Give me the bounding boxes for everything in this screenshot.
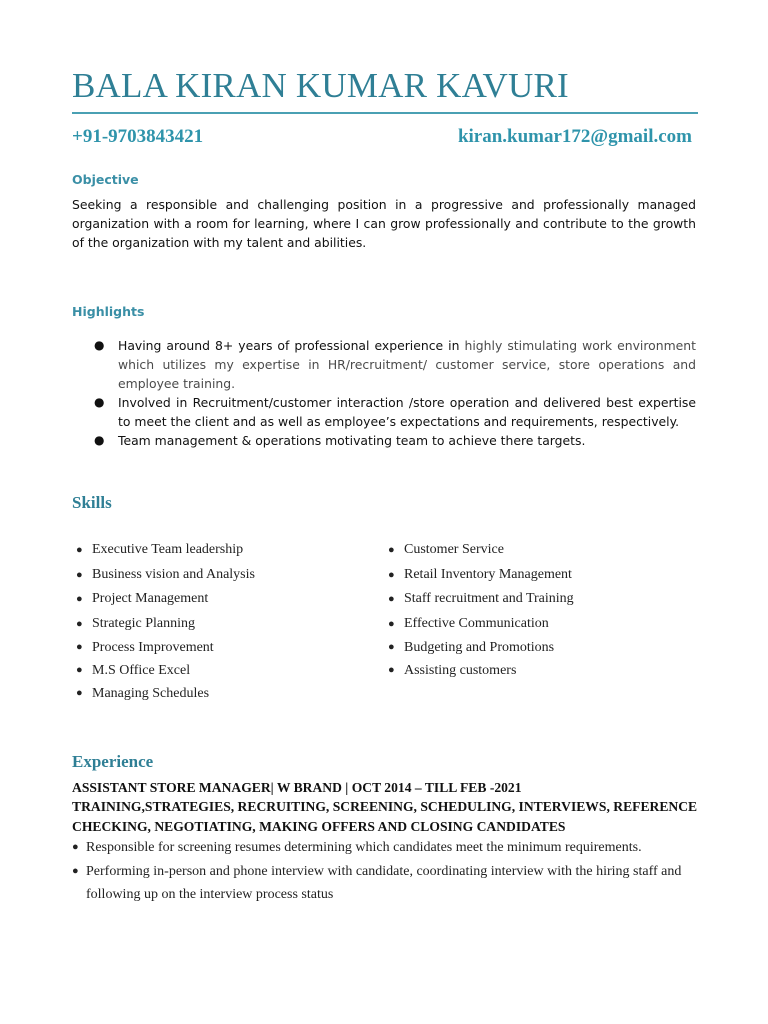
bullet-icon: ●: [388, 568, 395, 581]
skill-item: ● Effective Communication: [384, 612, 704, 637]
experience-bullets: [72, 836, 702, 907]
job-duties: TRAINING,STRATEGIES, RECRUITING, SCREENING, SCHEDULING, INTERVIEWS, REFERENCE CHECKING, NEGOTIATING, MAKING OFFERS AND CLOSING CANDIDATES: [72, 799, 698, 834]
highlight-lead: Having around 8+ years of professional experience in: [118, 338, 465, 353]
bullet-icon: ●: [76, 544, 83, 556]
bullet-icon: ●: [388, 617, 395, 630]
highlights-list: [72, 336, 696, 450]
skills-list-right: [384, 538, 704, 682]
skill-item: ● Assisting customers: [384, 659, 704, 682]
highlight-item: [72, 336, 696, 393]
skill-item: ● Customer Service: [384, 538, 704, 563]
bullet-icon: ●: [388, 544, 395, 556]
candidate-name: BALA KIRAN KUMAR KAVURI: [72, 66, 569, 105]
bullet-icon: ●: [94, 338, 105, 352]
skill-item: ● Business vision and Analysis: [72, 563, 372, 588]
skill-item: ● Strategic Planning: [72, 612, 372, 637]
bullet-icon: ●: [72, 864, 79, 877]
bullet-icon: ●: [76, 641, 83, 654]
bullet-icon: ●: [76, 593, 83, 606]
experience-item: ● Responsible for screening resumes determining which candidates meet the minimum requirements.: [72, 836, 702, 860]
highlight-item: [72, 431, 696, 450]
skill-item: ● M.S Office Excel: [72, 659, 372, 682]
bullet-icon: ●: [76, 664, 83, 677]
skill-item: ● Retail Inventory Management: [384, 563, 704, 588]
highlight-lead: Team management & operations motivating team to achieve there targets.: [118, 433, 586, 448]
bullet-icon: ●: [76, 568, 83, 581]
experience-item: ● Performing in-person and phone interview with candidate, coordinating interview with the hiring staff and following up on the interview process status: [72, 860, 702, 907]
skill-item: ● Executive Team leadership: [72, 538, 372, 563]
bullet-icon: ●: [72, 841, 79, 853]
highlights-heading: Highlights: [72, 304, 145, 319]
highlight-rest: highly stimulating work environment which utilizes my expertise in HR/recruitment/ customer service, store operations and employee training.: [118, 338, 697, 391]
bullet-icon: ●: [388, 641, 395, 654]
skill-item: ● Process Improvement: [72, 636, 372, 659]
bullet-icon: ●: [94, 433, 105, 447]
bullet-icon: ●: [94, 395, 105, 409]
highlight-lead: Involved in Recruitment/customer interaction /store operation and delivered best expertise to meet the client and as well as employee’s expectations and requirements, respectively.: [118, 395, 696, 429]
phone-number: +91-9703843421: [72, 126, 204, 147]
skill-item: ● Staff recruitment and Training: [384, 587, 704, 612]
highlight-item: [72, 393, 696, 431]
skills-list-left: [72, 538, 372, 705]
skill-item: ● Managing Schedules: [72, 682, 372, 705]
bullet-icon: ●: [76, 617, 83, 630]
job-title: ASSISTANT STORE MANAGER| W BRAND | OCT 2014 – TILL FEB -2021: [72, 780, 522, 795]
skill-item: ● Project Management: [72, 587, 372, 612]
objective-heading: Objective: [72, 172, 139, 187]
experience-heading: Experience: [72, 752, 154, 771]
skill-item: ● Budgeting and Promotions: [384, 636, 704, 659]
email-address: kiran.kumar172@gmail.com: [457, 126, 692, 147]
header-divider: [72, 112, 698, 114]
skills-heading: Skills: [72, 493, 112, 512]
objective-text: Seeking a responsible and challenging position in a progressive and professionally managed organization with a room for learning, where I can grow professionally and contribute to the growth of the organization with my talent and abilities.: [72, 197, 696, 250]
bullet-icon: ●: [76, 687, 83, 700]
bullet-icon: ●: [388, 664, 395, 677]
bullet-icon: ●: [388, 593, 395, 606]
